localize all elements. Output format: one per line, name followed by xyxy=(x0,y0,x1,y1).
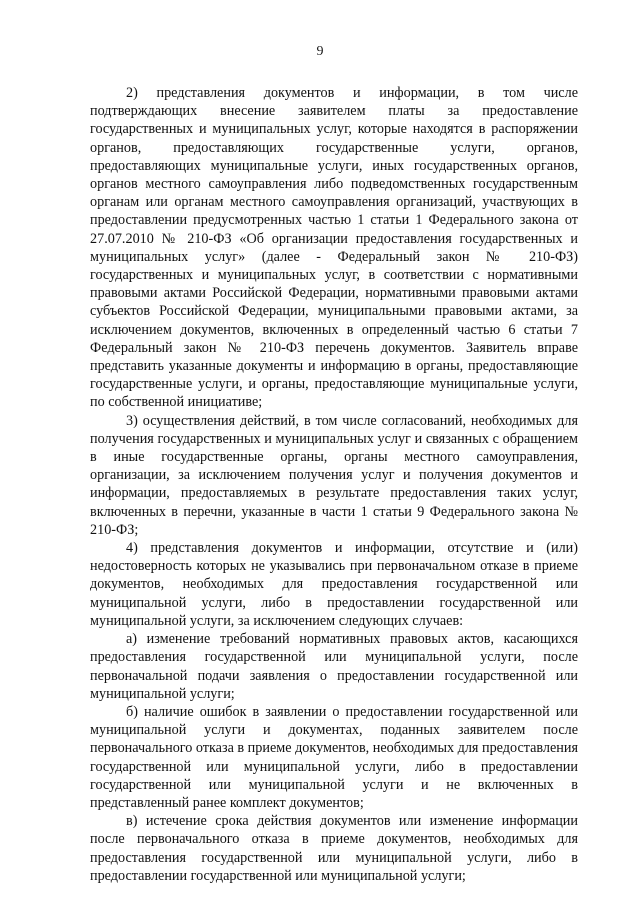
paragraph-subitem-a: а) изменение требований нормативных правовых актов, касающихся предоставления государственной или муниципальной услуги, после первоначальной подачи заявления о предоставлении государственной или муниципальной услуги; xyxy=(90,631,578,702)
paragraph-subitem-v: в) истечение срока действия документов или изменение информации после первоначального отказа в приеме документов, необходимых для предоставления государственной или муниципальной услуги, либо в предоставлении государственной или муниципальной услуги; xyxy=(90,813,578,884)
document-body xyxy=(90,84,578,885)
page-number: 9 xyxy=(316,44,324,59)
paragraph-item-4: 4) представления документов и информации, отсутствие и (или) недостоверность которых не указывались при первоначальном отказе в приеме документов, необходимых для предоставления государственной или муниципальной услуги, либо в предоставлении государственной или муниципальной услуги, за исключением следующих случаев: xyxy=(90,540,578,629)
paragraph-subitem-b: б) наличие ошибок в заявлении о предоставлении государственной или муниципальной услуги и документах, поданных заявителем после первоначального отказа в приеме документов, необходимых для предоставления государственной или муниципальной услуги, либо в предоставлении государственной или муниципальной услуги и не включенных в представленный ранее комплект документов; xyxy=(90,703,579,811)
paragraph-item-2: 2) представления документов и информации, в том числе подтверждающих внесение заявителем платы за предоставление государственных и муниципальных услуг, которые находятся в распоряжении органов, предоставляющих государственные услуги, органов, предоставляющих муниципальные услуги, иных государственных органов, органов местного самоуправления либо подведомственных государственным органам или органам местного самоуправления организаций, участвующих в предоставлении предусмотренных частью 1 статьи 1 Федерального закона от 27.07.2010 № 210-ФЗ «Об организации предоставления государственных и муниципальных услуг» (далее - Федеральный закон № 210-ФЗ) государственных и муниципальных услуг, в соответствии с нормативными правовыми актами Российской Федерации, нормативными правовыми актами субъектов Российской Федерации, муниципальными правовыми актами, за исключением документов, включенных в определенный частью 6 статьи 7 Федеральный закон № 210-ФЗ перечень документов. Заявитель вправе представить указанные документы и информацию в органы, предоставляющие государственные услуги, и органы, предоставляющие муниципальные услуги, по собственной инициативе; xyxy=(90,85,578,411)
paragraph-item-3: 3) осуществления действий, в том числе согласований, необходимых для получения государственных и муниципальных услуг и связанных с обращением в иные государственные органы, органы местного самоуправления, организации, за исключением получения услуг и получения документов и информации, предоставляемых в результате предоставления таких услуг, включенных в перечни, указанные в части 1 статьи 9 Федерального закона № 210-ФЗ; xyxy=(90,412,578,538)
